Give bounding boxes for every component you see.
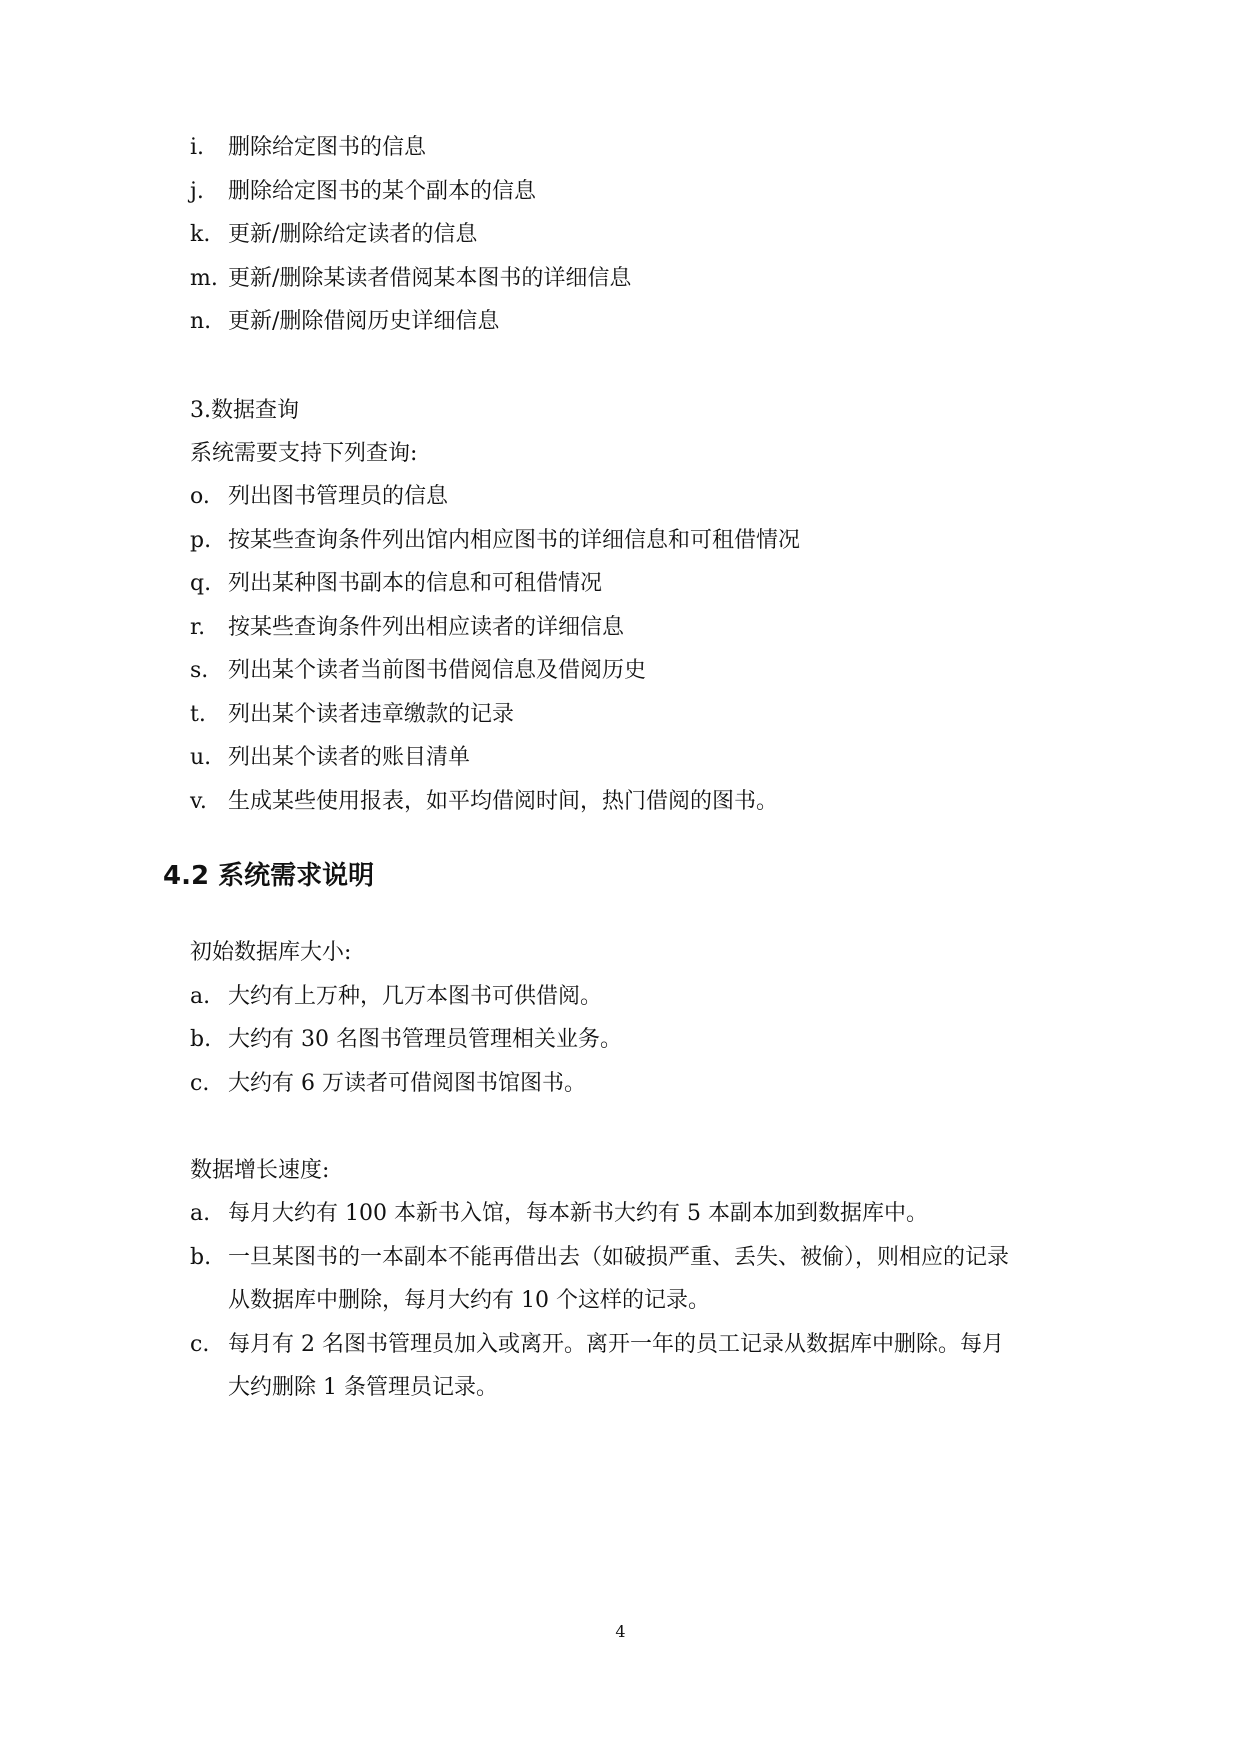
list-text: 列出某个读者的账目清单 xyxy=(228,745,471,770)
list-marker: c. xyxy=(190,1071,210,1096)
list-text: 按某些查询条件列出相应读者的详细信息 xyxy=(228,615,625,640)
list-text-continuation: 从数据库中删除，每月大约有 10 个这样的记录。 xyxy=(228,1288,710,1313)
list-text: 删除给定图书的信息 xyxy=(228,135,427,160)
list-item xyxy=(190,982,602,1012)
list-text: 每月大约有 100 本新书入馆，每本新书大约有 5 本副本加到数据库中。 xyxy=(228,1201,928,1226)
list-text: 列出某个读者违章缴款的记录 xyxy=(228,702,515,727)
section-intro: 系统需要支持下列查询: xyxy=(190,441,418,466)
list-marker: u. xyxy=(190,745,212,770)
list-marker: a. xyxy=(190,1201,211,1226)
list-text: 按某些查询条件列出馆内相应图书的详细信息和可租借情况 xyxy=(228,528,801,553)
list-text-continuation: 大约删除 1 条管理员记录。 xyxy=(228,1375,498,1400)
list-marker: a. xyxy=(190,984,211,1009)
list-item xyxy=(190,1069,586,1099)
list-item xyxy=(190,133,426,163)
list-item xyxy=(190,177,536,207)
list-marker: t. xyxy=(190,702,206,727)
list-marker: b. xyxy=(190,1245,212,1270)
page-number: 4 xyxy=(615,1622,626,1641)
list-text: 每月有 2 名图书管理员加入或离开。离开一年的员工记录从数据库中删除。每月 xyxy=(228,1332,1004,1357)
list-marker: i. xyxy=(190,135,205,160)
list-item xyxy=(190,307,499,337)
list-marker: b. xyxy=(190,1027,212,1052)
list-marker: s. xyxy=(190,658,209,683)
list-item xyxy=(190,482,448,512)
list-text: 生成某些使用报表，如平均借阅时间，热门借阅的图书。 xyxy=(228,789,779,814)
list-marker: r. xyxy=(190,615,206,640)
list-item xyxy=(190,220,477,250)
list-item xyxy=(190,700,514,730)
list-item xyxy=(190,1243,1009,1273)
db-size-intro: 初始数据库大小: xyxy=(190,940,352,965)
list-item xyxy=(190,264,631,294)
list-item xyxy=(190,743,470,773)
list-marker: j. xyxy=(190,179,204,204)
list-text: 更新/删除借阅历史详细信息 xyxy=(228,309,500,334)
list-marker: v. xyxy=(190,789,207,814)
list-item xyxy=(190,1025,622,1055)
list-text: 更新/删除某读者借阅某本图书的详细信息 xyxy=(228,266,632,291)
list-marker: n. xyxy=(190,309,212,334)
list-marker: c. xyxy=(190,1332,210,1357)
list-item xyxy=(190,1199,928,1229)
list-marker: k. xyxy=(190,222,211,247)
list-marker: p. xyxy=(190,528,212,553)
list-text: 一旦某图书的一本副本不能再借出去（如破损严重、丢失、被偷），则相应的记录 xyxy=(228,1245,1010,1270)
section-title: 3.数据查询 xyxy=(190,398,299,423)
list-text: 大约有 30 名图书管理员管理相关业务。 xyxy=(228,1027,622,1052)
list-text: 删除给定图书的某个副本的信息 xyxy=(228,179,537,204)
list-item xyxy=(190,787,778,817)
list-text: 大约有 6 万读者可借阅图书馆图书。 xyxy=(228,1071,586,1096)
list-text: 更新/删除给定读者的信息 xyxy=(228,222,478,247)
list-item xyxy=(190,613,624,643)
list-item xyxy=(190,656,646,686)
list-marker: m. xyxy=(190,266,218,291)
list-marker: o. xyxy=(190,484,210,509)
list-marker: q. xyxy=(190,571,212,596)
growth-intro: 数据增长速度: xyxy=(190,1158,330,1183)
list-item xyxy=(190,569,602,599)
list-text: 列出某个读者当前图书借阅信息及借阅历史 xyxy=(228,658,647,683)
list-text: 列出图书管理员的信息 xyxy=(228,484,449,509)
list-text: 列出某种图书副本的信息和可租借情况 xyxy=(228,571,603,596)
list-item xyxy=(190,526,800,556)
list-item xyxy=(190,1330,1004,1360)
list-text: 大约有上万种，几万本图书可供借阅。 xyxy=(228,984,603,1009)
section-heading: 4.2 系统需求说明 xyxy=(163,861,375,891)
